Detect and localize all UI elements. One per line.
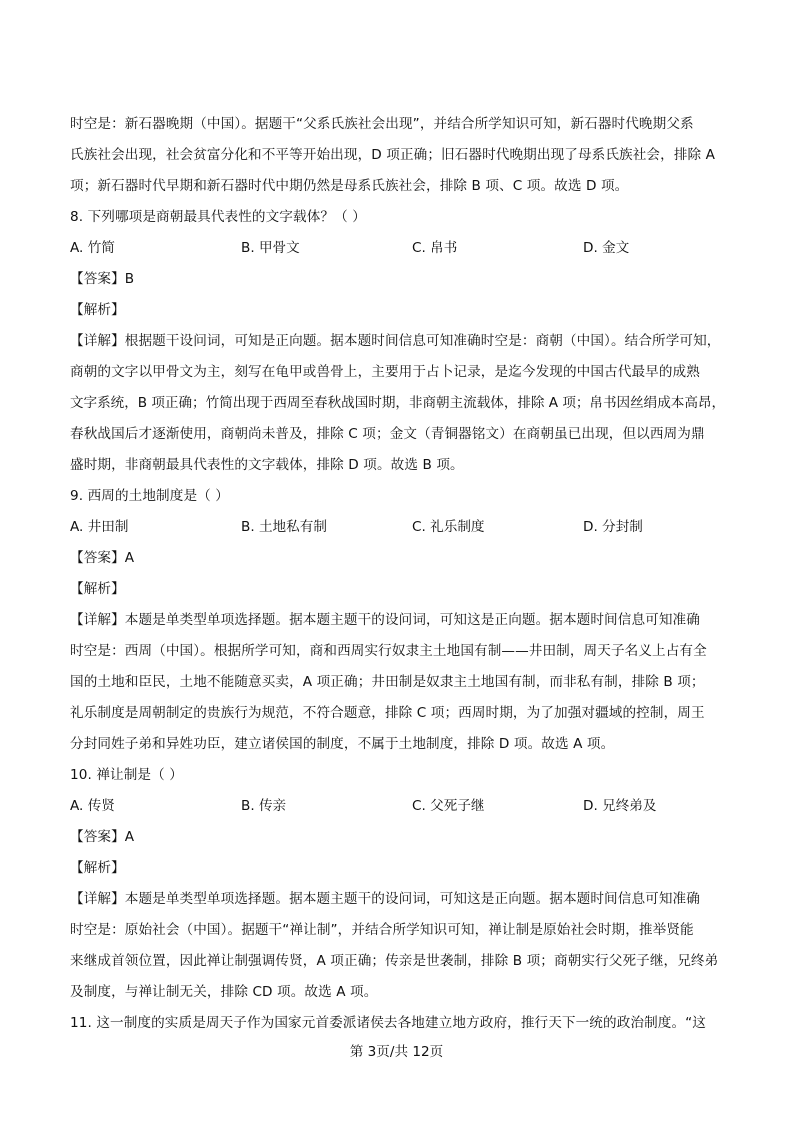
q9-detail-line: 礼乐制度是周朝制定的贵族行为规范，不符合题意，排除 C 项；西周时期，为了加强对疆域的控制，周王: [70, 705, 705, 721]
question-9-stem: 9. 西周的土地制度是（ ）: [70, 488, 229, 504]
q8-option-d: D. 金文: [583, 240, 630, 256]
q9-detail-line: 分封同姓子弟和异姓功臣，建立诸侯国的制度，不属于土地制度，排除 D 项。故选 A 项。: [70, 736, 615, 752]
q8-detail-line: 商朝的文字以甲骨文为主，刻写在龟甲或兽骨上，主要用于占卜记录，是迄今发现的中国古代最早的成熟: [70, 364, 700, 380]
page-footer: 第 3页/共 12页: [349, 1044, 444, 1060]
q7-analysis-line: 项；新石器时代早期和新石器时代中期仍然是母系氏族社会，排除 B 项、C 项。故选 D 项。: [70, 178, 629, 194]
q8-option-b: B. 甲骨文: [241, 240, 300, 256]
q9-detail-line: 【详解】本题是单类型单项选择题。据本题主题干的设问词，可知这是正向题。据本题时间信息可知准确: [70, 612, 700, 628]
q9-option-c: C. 礼乐制度: [412, 519, 485, 535]
question-8-stem: 8. 下列哪项是商朝最具代表性的文字载体？（ ）: [70, 209, 366, 225]
q10-detail-line: 【详解】本题是单类型单项选择题。据本题主题干的设问词，可知这是正向题。据本题时间信息可知准确: [70, 891, 700, 907]
q10-detail-line: 时空是：原始社会（中国）。据题干“禅让制”，并结合所学知识可知，禅让制是原始社会时期，推举贤能: [70, 922, 694, 938]
q9-option-a: A. 井田制: [70, 519, 129, 535]
q10-analysis-label: 【解析】: [70, 860, 125, 876]
q10-option-b: B. 传亲: [241, 798, 287, 814]
q9-option-d: D. 分封制: [583, 519, 643, 535]
q8-detail-line: 春秋战国后才逐渐使用，商朝尚未普及，排除 C 项；金文（青铜器铭文）在商朝虽已出现，但以西周为鼎: [70, 426, 705, 442]
q8-option-a: A. 竹简: [70, 240, 115, 256]
q7-analysis-line: 氏族社会出现，社会贫富分化和不平等开始出现，D 项正确；旧石器时代晚期出现了母系氏族社会，排除 A: [70, 147, 716, 163]
q9-detail-line: 国的土地和臣民，土地不能随意买卖，A 项正确；井田制是奴隶主土地国有制，而非私有制，排除 B 项；: [70, 674, 705, 690]
q9-option-b: B. 土地私有制: [241, 519, 327, 535]
q10-option-d: D. 兄终弟及: [583, 798, 657, 814]
q10-answer: 【答案】A: [70, 829, 135, 845]
question-11-stem: 11. 这一制度的实质是周天子作为国家元首委派诸侯去各地建立地方政府，推行天下一统的政治制度。“这: [70, 1015, 707, 1031]
q9-analysis-label: 【解析】: [70, 581, 125, 597]
q8-answer: 【答案】B: [70, 271, 135, 287]
q8-detail-line: 文字系统，B 项正确；竹简出现于西周至春秋战国时期，非商朝主流载体，排除 A 项；帛书因丝绢成本高昂，: [70, 395, 725, 411]
q10-option-a: A. 传贤: [70, 798, 115, 814]
q8-option-c: C. 帛书: [412, 240, 458, 256]
q9-answer: 【答案】A: [70, 550, 135, 566]
q10-detail-line: 及制度，与禅让制无关，排除 CD 项。故选 A 项。: [70, 984, 378, 1000]
q8-detail-line: 盛时期，非商朝最具代表性的文字载体，排除 D 项。故选 B 项。: [70, 457, 464, 473]
q10-option-c: C. 父死子继: [412, 798, 485, 814]
q8-analysis-label: 【解析】: [70, 302, 125, 318]
question-10-stem: 10. 禅让制是（ ）: [70, 767, 183, 783]
q8-detail-line: 【详解】根据题干设问词，可知是正向题。据本题时间信息可知准确时空是：商朝（中国）。结合所学可知，: [70, 333, 721, 349]
q10-detail-line: 来继成首领位置，因此禅让制强调传贤，A 项正确；传亲是世袭制，排除 B 项；商朝实行父死子继，兄终弟: [70, 953, 719, 969]
q7-analysis-line: 时空是：新石器晚期（中国）。据题干“父系氏族社会出现”，并结合所学知识可知，新石器时代晚期父系: [70, 116, 694, 132]
q9-detail-line: 时空是：西周（中国）。根据所学可知，商和西周实行奴隶主土地国有制——井田制，周天子名义上占有全: [70, 643, 707, 659]
